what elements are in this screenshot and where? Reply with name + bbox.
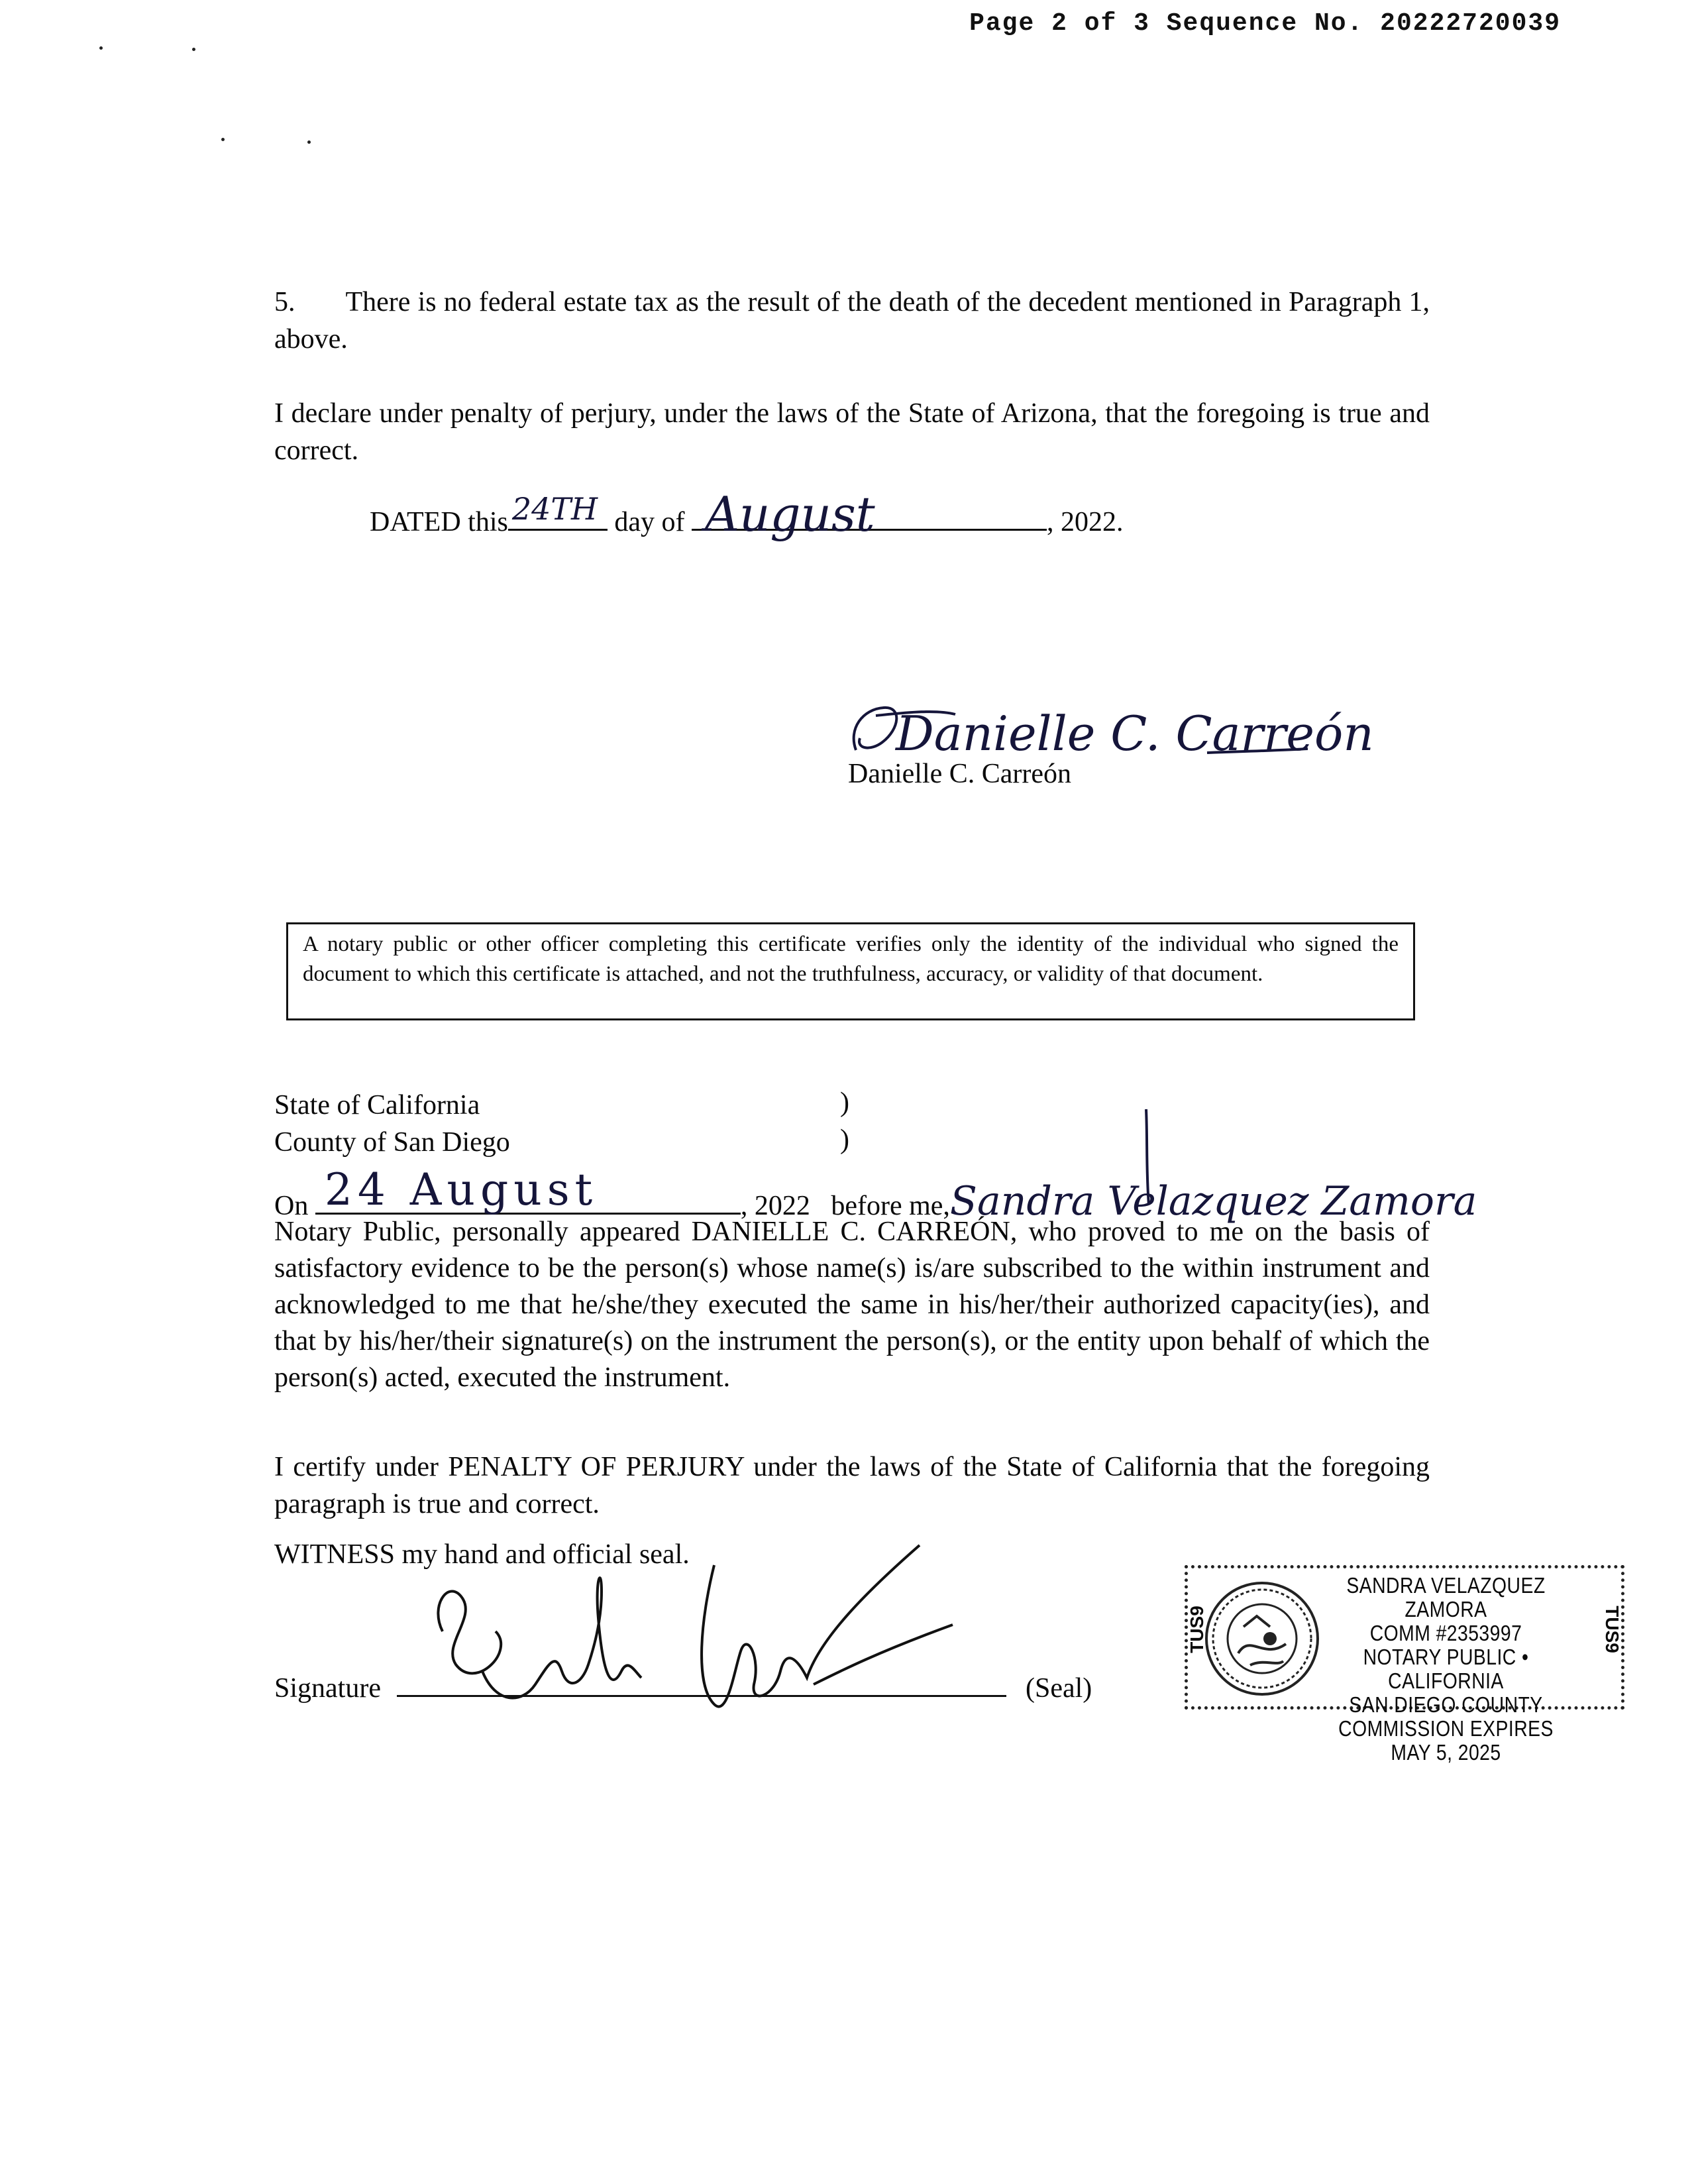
seal-side-right: TUS9 — [1602, 1606, 1623, 1653]
notary-notice-box: A notary public or other officer completing this certificate verifies only the identity of the individual who signed the document to which this certificate is attached, and not the truthfulness, accuracy, or validity of that document. — [286, 922, 1415, 1020]
ack-before-me: before me, — [831, 1191, 950, 1221]
california-seal-icon — [1204, 1580, 1320, 1697]
seal-notary-name: SANDRA VELAZQUEZ ZAMORA — [1346, 1573, 1546, 1621]
venue-paren: ) — [840, 1124, 849, 1155]
declarant-printed-name: Danielle C. Carreón — [848, 759, 1072, 789]
seal-text-block — [1318, 1574, 1574, 1765]
notary-signature — [403, 1539, 986, 1737]
handwritten-ack-date: 24 August — [324, 1164, 598, 1215]
seal-county: SAN DIEGO COUNTY — [1349, 1692, 1543, 1717]
page-sequence-header: Page 2 of 3 Sequence No. 20222720039 — [969, 9, 1561, 38]
paragraph-number: 5. — [274, 287, 295, 317]
paragraph-5 — [274, 284, 1430, 358]
dated-middle: day of — [614, 507, 685, 537]
handwritten-notary-name: Sandra Velazquez Zamora — [949, 1178, 1477, 1225]
ack-date-blank — [315, 1164, 741, 1215]
day-blank — [508, 491, 608, 531]
venue-county: County of San Diego — [274, 1127, 510, 1158]
signature-blank — [397, 1668, 1006, 1697]
seal-expiration: COMMISSION EXPIRES MAY 5, 2025 — [1338, 1716, 1554, 1765]
dated-suffix: , 2022. — [1046, 507, 1124, 537]
scan-speck — [221, 138, 225, 141]
month-blank — [692, 486, 1047, 542]
venue-state: State of California — [274, 1090, 480, 1120]
scan-speck — [99, 46, 103, 50]
seal-commission-number: COMM #2353997 — [1369, 1621, 1522, 1645]
handwritten-day: 24TH — [511, 491, 598, 527]
scan-speck — [307, 140, 311, 144]
signature-line — [274, 1668, 1092, 1704]
ack-on: On — [274, 1191, 309, 1221]
seal-label: (Seal) — [1025, 1673, 1092, 1704]
acknowledgment-body: Notary Public, personally appeared DANIELLE C. CARREÓN, who proved to me on the basis of satisfactory evidence to be the person(s) whose name(s) is/are subscribed to the within instrument and acknowledged to me that he/she/they executed the same in his/her/their authorized capacity(ies), and that by his/her/their signature(s) on the instrument the person(s), or the entity upon behalf of which the person(s) acted, executed the instrument. — [274, 1217, 1430, 1393]
seal-side-left: TUS9 — [1186, 1606, 1207, 1653]
california-certification: I certify under PENALTY OF PERJURY under the laws of the State of California that the foregoing paragraph is true and correct. — [274, 1452, 1430, 1519]
declarant-signature — [836, 689, 1374, 762]
declarant-signature-text: Danielle C. Carreón — [896, 706, 1374, 761]
perjury-declaration: I declare under penalty of perjury, under the laws of the State of Arizona, that the foregoing is true and correct. — [274, 398, 1430, 466]
signature-label: Signature — [274, 1673, 381, 1704]
handwritten-month: August — [704, 486, 875, 542]
seal-notary-public: NOTARY PUBLIC • CALIFORNIA — [1363, 1645, 1529, 1693]
venue-paren: ) — [840, 1087, 849, 1118]
paragraph-text: There is no federal estate tax as the result of the death of the decedent mentioned in Paragraph 1, above. — [274, 287, 1430, 355]
notary-seal-stamp — [1185, 1565, 1624, 1765]
witness-statement: WITNESS my hand and official seal. — [274, 1539, 690, 1570]
ack-year: , 2022 — [740, 1191, 810, 1221]
dated-prefix: DATED this — [370, 507, 508, 537]
scan-speck — [192, 48, 195, 51]
venue-block — [274, 1087, 510, 1161]
dated-line — [370, 486, 1124, 542]
